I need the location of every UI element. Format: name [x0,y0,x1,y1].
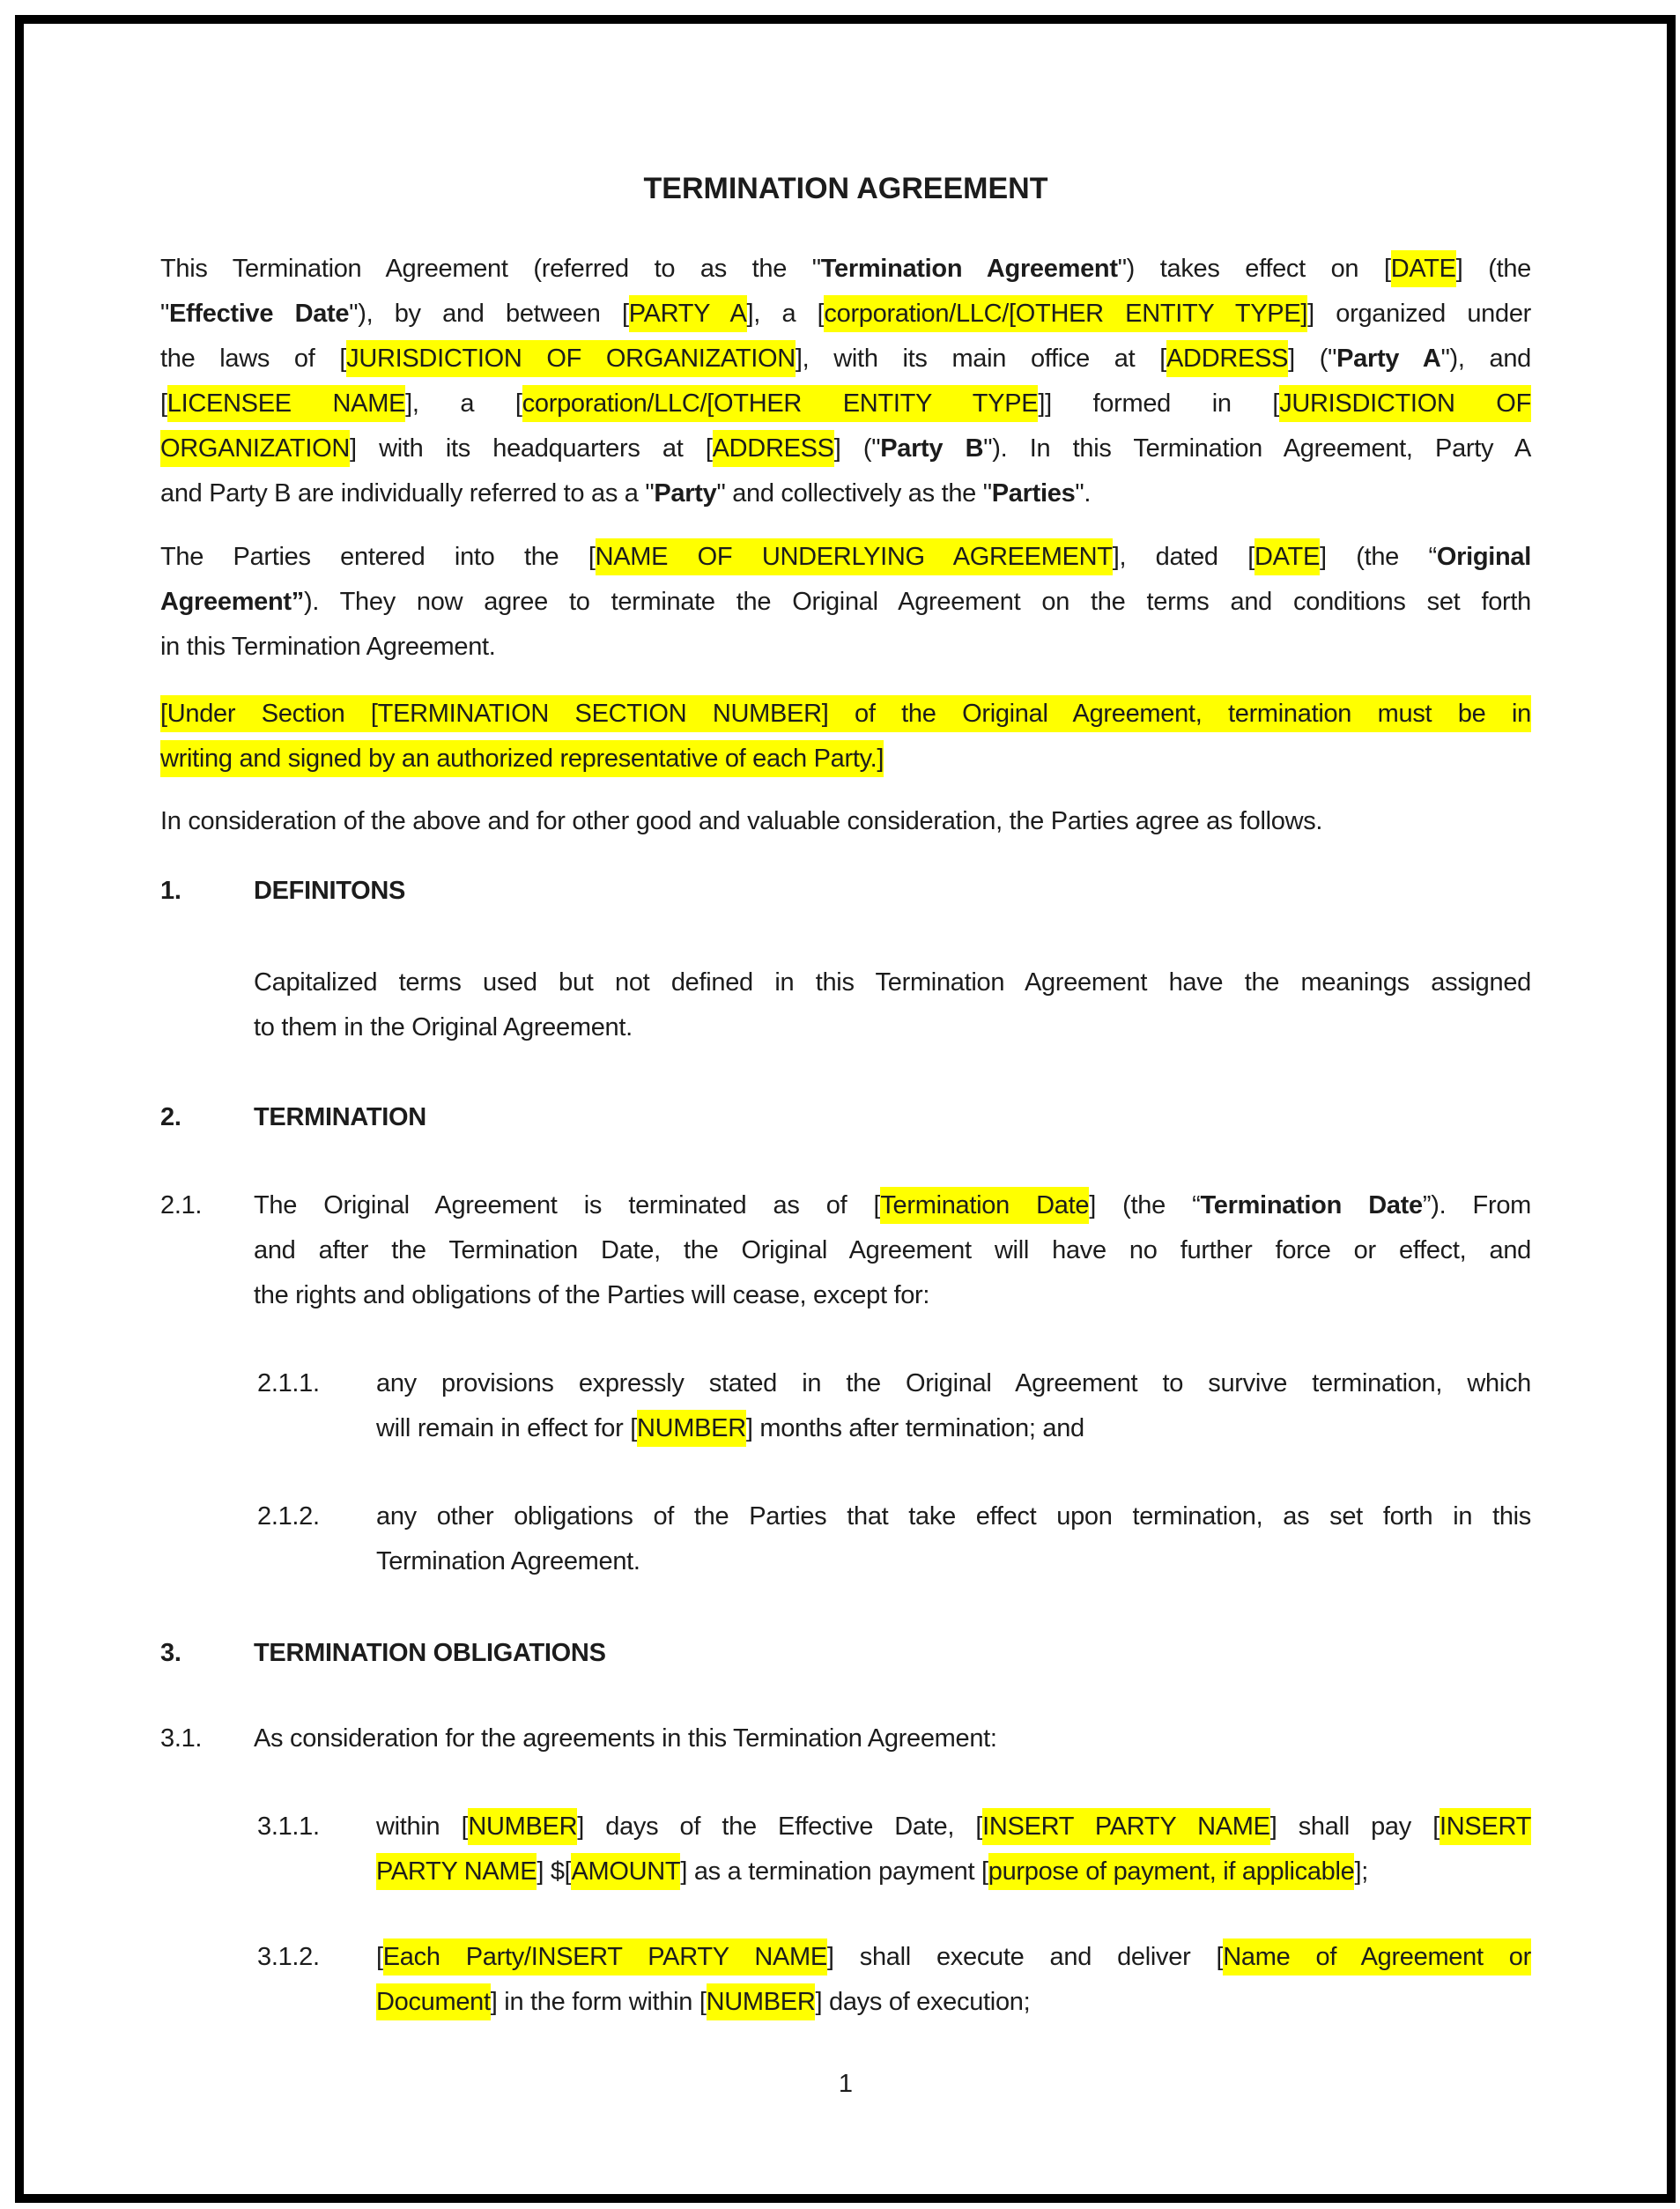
text-segment: Agreement” [160,588,304,616]
text-segment: Termination Agreement [820,255,1118,283]
section-heading [160,1631,1531,1676]
numbered-clause [160,1361,1531,1451]
text-segment: ] organized under [1307,300,1531,328]
placeholder-highlight: JURISDICTION OF ORGANIZATION [346,340,796,377]
placeholder-highlight: NUMBER [637,1410,746,1447]
numbered-clause [160,1494,1531,1584]
text-line [160,799,1531,844]
text-line [254,1631,1531,1676]
placeholder-highlight: Each Party/INSERT PARTY NAME [383,1938,827,1975]
text-line [254,869,1531,914]
clause-lines [160,692,1531,782]
text-segment: in this Termination Agreement. [160,633,496,661]
text-segment: TERMINATION [254,1103,426,1131]
numbered-clause [160,1716,1531,1761]
text-segment: ]; [1354,1857,1368,1886]
placeholder-highlight: ADDRESS [713,430,834,467]
clause-number: 3.1.2. [257,1943,320,1971]
text-segment: ] days of the Effective Date, [ [577,1812,983,1841]
placeholder-highlight: Name of Agreement or [1223,1938,1531,1975]
clause-lines [254,1631,1531,1676]
clause-lines [376,1494,1531,1584]
text-line [160,625,1531,670]
placeholder-highlight: PARTY NAME [376,1853,537,1890]
numbered-clause [160,1183,1531,1318]
clause-number: 2.1. [160,1191,203,1219]
text-line [160,292,1531,337]
placeholder-highlight: LICENSEE NAME [167,385,405,422]
text-line [376,1935,1531,1980]
placeholder-highlight: purpose of payment, if applicable [988,1853,1355,1890]
paragraph [160,799,1531,844]
text-segment: This Termination Agreement (referred to as the " [160,255,821,283]
clause-lines [254,1716,1531,1761]
clause-lines [254,960,1531,1050]
placeholder-highlight: corporation/LLC/[OTHER ENTITY TYPE [522,385,1039,422]
clause-number: 3.1. [160,1724,203,1753]
text-segment: ] (the “ [1320,543,1437,571]
text-segment: ], dated [ [1112,543,1254,571]
placeholder-highlight: corporation/LLC/[OTHER ENTITY TYPE] [824,295,1307,332]
placeholder-highlight: INSERT PARTY NAME [982,1808,1270,1845]
placeholder-highlight: [Under Section [TERMINATION SECTION NUMBER] of the Original Agreement, termination must be in [160,695,1531,732]
text-segment: to them in the Original Agreement. [254,1013,633,1041]
text-line [160,535,1531,580]
placeholder-highlight: writing and signed by an authorized representative of each Party.] [160,740,884,777]
text-line [376,1849,1531,1894]
placeholder-highlight: DATE [1391,250,1456,287]
text-line [254,1273,1531,1318]
text-segment: ] shall execute and deliver [ [826,1943,1224,1971]
text-segment: any provisions expressly stated in the Original Agreement to survive termination, which [376,1369,1531,1397]
section-heading [160,1095,1531,1140]
paragraph [160,960,1531,1050]
numbered-clause [160,1805,1531,1894]
text-line [160,737,1531,782]
text-segment: "), and [1440,345,1532,373]
clause-number: 1. [160,877,181,905]
text-segment: Termination Agreement. [376,1547,640,1575]
document-page [24,24,1665,2194]
placeholder-highlight: PARTY A [629,295,747,332]
text-segment: Party A [1336,345,1441,373]
text-segment: " [160,300,169,328]
paragraph [160,692,1531,782]
text-segment: "), by and between [ [349,300,629,328]
text-line [160,580,1531,625]
clause-lines [160,799,1531,844]
text-line [376,1805,1531,1849]
text-segment: ] days of execution; [815,1988,1031,2016]
text-segment: ") takes effect on [ [1117,255,1391,283]
placeholder-highlight: AMOUNT [571,1853,680,1890]
text-segment: and after the Termination Date, the Original Agreement will have no further force or effect, and [254,1236,1531,1264]
text-segment: In consideration of the above and for other good and valuable consideration, the Parties agree as follows. [160,807,1323,835]
text-segment: ] (" [1288,345,1337,373]
text-segment: Parties [991,479,1076,508]
clause-lines [254,1095,1531,1140]
text-line [376,1406,1531,1451]
placeholder-highlight: NAME OF UNDERLYING AGREEMENT [596,538,1113,575]
text-line [254,1005,1531,1050]
text-segment: ], with its main office at [ [795,345,1167,373]
text-segment: [ [160,389,167,418]
clause-lines [160,535,1531,670]
text-segment: ". [1075,479,1092,508]
text-segment: ”). From [1422,1191,1532,1219]
text-line [160,471,1531,516]
text-segment: ] shall pay [ [1269,1812,1439,1841]
text-segment: any other obligations of the Parties that take effect upon termination, as set forth in this [376,1502,1531,1531]
clause-number: 2.1.1. [257,1369,320,1397]
clause-number: 2.1.2. [257,1502,320,1531]
text-segment: ] in the form within [ [490,1988,707,2016]
clause-lines [160,247,1531,516]
text-segment: As consideration for the agreements in this Termination Agreement: [254,1724,997,1753]
text-segment: ] (" [833,434,881,463]
text-line [160,426,1531,471]
paragraph [160,535,1531,670]
clause-number: 3. [160,1639,181,1667]
text-segment: "). In this Termination Agreement, Party A [983,434,1532,463]
text-line [160,382,1531,426]
clause-lines [376,1935,1531,2025]
text-segment: ], a [ [405,389,522,418]
text-segment: ). They now agree to terminate the Original Agreement on the terms and conditions set forth [304,588,1531,616]
placeholder-highlight: DATE [1254,538,1320,575]
placeholder-highlight: ORGANIZATION [160,430,350,467]
text-line [160,337,1531,382]
text-line [376,1980,1531,2025]
text-segment: Effective Date [169,300,350,328]
text-line [376,1494,1531,1539]
document-body [160,247,1531,2025]
text-segment: ] months after termination; and [745,1414,1084,1442]
text-segment: Original [1436,543,1532,571]
text-line [376,1361,1531,1406]
clause-lines [254,869,1531,914]
placeholder-highlight: NUMBER [707,1983,816,2020]
text-line [254,1095,1531,1140]
text-segment: ] (the “ [1089,1191,1201,1219]
numbered-clause [160,1935,1531,2025]
placeholder-highlight: INSERT [1439,1808,1531,1845]
text-line [160,247,1531,292]
text-segment: ] (the [1455,255,1531,283]
text-segment: " and collectively as the " [716,479,992,508]
text-segment: ] $[ [537,1857,572,1886]
clause-lines [254,1183,1531,1318]
text-segment: DEFINITONS [254,877,406,905]
text-segment: ]] formed in [ [1038,389,1280,418]
text-segment: ], a [ [746,300,825,328]
document-title: TERMINATION AGREEMENT [643,172,1048,205]
placeholder-highlight: Termination Date [880,1187,1089,1224]
paragraph [160,247,1531,516]
placeholder-highlight: JURISDICTION OF [1279,385,1531,422]
text-segment: will remain in effect for [ [376,1414,637,1442]
text-segment: ] as a termination payment [ [680,1857,988,1886]
clause-number: 2. [160,1103,181,1131]
text-segment: The Parties entered into the [ [160,543,596,571]
text-line [160,692,1531,737]
placeholder-highlight: NUMBER [468,1808,577,1845]
text-segment: The Original Agreement is terminated as of [ [254,1191,881,1219]
text-segment: TERMINATION OBLIGATIONS [254,1639,606,1667]
clause-lines [376,1805,1531,1894]
page-number: 1 [838,2070,854,2098]
text-segment: the rights and obligations of the Parties will cease, except for: [254,1281,930,1309]
text-segment: Party B [880,434,984,463]
text-segment: Capitalized terms used but not defined in this Termination Agreement have the meanings assigned [254,968,1531,997]
placeholder-highlight: Document [376,1983,491,2020]
text-line [254,1228,1531,1273]
section-heading [160,869,1531,914]
text-segment: [ [376,1943,383,1971]
text-segment: within [ [376,1812,469,1841]
text-line [376,1539,1531,1584]
text-segment: the laws of [ [160,345,347,373]
text-line [254,1716,1531,1761]
clause-number: 3.1.1. [257,1812,320,1841]
text-line [254,960,1531,1005]
text-segment: and Party B are individually referred to as a " [160,479,655,508]
placeholder-highlight: ADDRESS [1166,340,1288,377]
text-segment: Party [654,479,717,508]
text-segment: Termination Date [1200,1191,1423,1219]
text-segment: ] with its headquarters at [ [349,434,713,463]
clause-lines [376,1361,1531,1451]
text-line [254,1183,1531,1228]
